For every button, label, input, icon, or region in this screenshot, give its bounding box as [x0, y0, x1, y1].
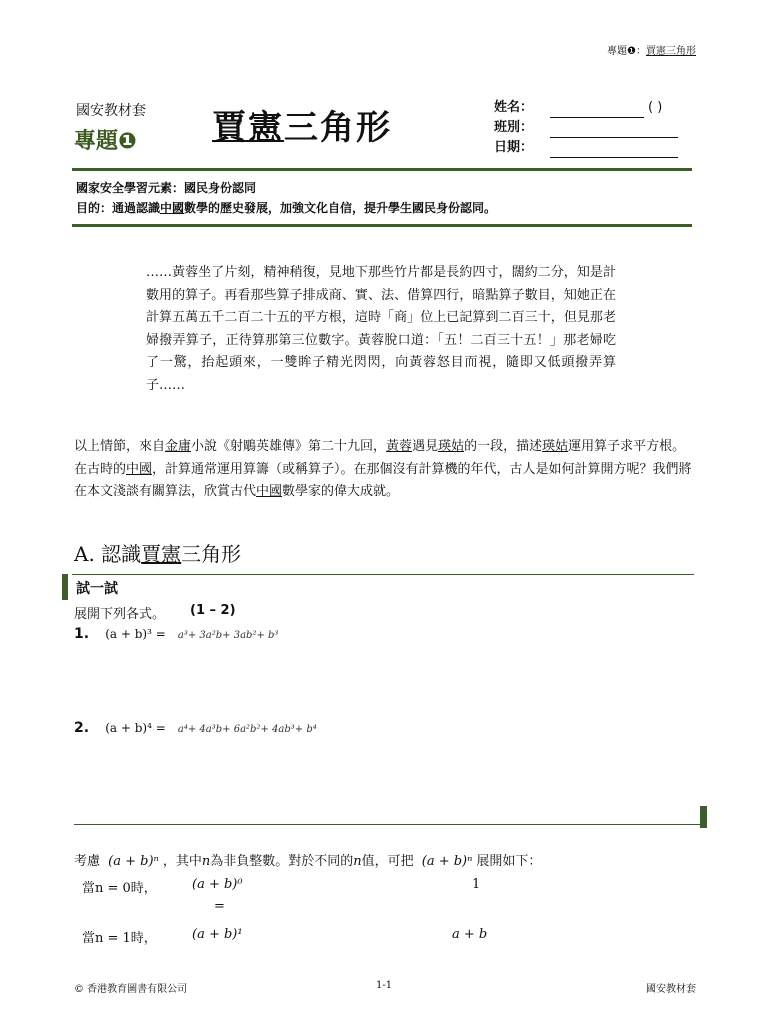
date-field[interactable]	[550, 143, 678, 158]
consider-paragraph: 考慮 (a + b)ⁿ ，其中n為非負整數。對於不同的n值，可把 (a + b)ⁿ 展開如下：	[74, 854, 542, 869]
title-rest: 三角形	[284, 108, 392, 148]
class-number-field[interactable]: ( )	[648, 100, 663, 115]
running-header-prefix: 專題❶：	[607, 46, 646, 57]
question-2-expression: (a + b)⁴ =	[105, 721, 166, 735]
question-2-answer[interactable]: a⁴+ 4a³b+ 6a²b²+ 4ab³+ b⁴	[177, 724, 317, 735]
intro-paragraph: 以上情節，來自金庸小說《射鵰英雄傳》第二十九回，黃蓉遇見瑛姑的一段，描述瑛姑運用算子求平方根。在古時的中國，計算通常運用算籌（或稱算子）。在那個沒有計算機的年代，古人是如何計算開方呢？我們將在本文淺談有關算法，欣賞古代中國數學家的偉大成就。	[74, 439, 692, 499]
expand-instruction: 展開下列各式。	[74, 607, 166, 622]
question-1-answer[interactable]: a³+ 3a²b+ 3ab²+ b³	[177, 630, 279, 641]
section-a-heading: A. 認識賈憲三角形	[74, 542, 242, 566]
series-label: 國安教材套	[76, 103, 146, 119]
case-n0-equals: =	[214, 899, 225, 914]
learning-goal	[76, 178, 496, 218]
title-underlined: 賈憲	[212, 108, 284, 148]
case-n1-when: 當n = 1時，	[82, 931, 157, 946]
try-it-rule	[72, 574, 694, 575]
question-1-number: 1.	[74, 626, 90, 642]
question-2	[74, 720, 317, 736]
name-label: 姓名：	[494, 100, 534, 115]
student-info-form	[494, 98, 678, 158]
goal-purpose: 目的：通過認識中國數學的歷史發展，加強文化自信，提升學生國民身份認同。	[76, 201, 497, 215]
question-1-expression: (a + b)³ =	[105, 627, 166, 641]
footer-copyright: © 香港教育圖書有限公司	[74, 984, 188, 995]
case-n0-result: 1	[472, 877, 481, 892]
goal-element: 國家安全學習元素：國民身份認同	[76, 181, 257, 195]
page-title	[212, 100, 392, 149]
novel-quote: ……黃蓉坐了片刻，精神稍復，見地下那些竹片都是長約四寸，闊約二分，知是計數用的算子。再看那些算子排成商、實、法、借算四行，暗點算子數目，知她正在計算五萬五千二百二十五的平方根，這時「商」位上已記算到二百三十，但見那老婦撥弄算子，正待算那第三位數字。黃蓉脫口道：「五！二百三十五！」那老婦吃了一驚，抬起頭來，一雙眸子精光閃閃，向黃蓉怒目而視，隨即又低頭撥弄算子……	[146, 265, 616, 393]
running-header	[607, 42, 696, 57]
date-label: 日期：	[494, 140, 534, 155]
case-n1-result: a + b	[452, 927, 488, 942]
case-n0-when: 當n = 0時，	[82, 881, 157, 896]
class-field[interactable]	[550, 123, 678, 138]
goal-divider	[72, 224, 692, 227]
footer-series: 國安教材套	[646, 984, 696, 995]
section-divider	[74, 824, 702, 825]
name-field[interactable]	[550, 103, 644, 118]
footer-page-number: 1-1	[376, 980, 393, 991]
question-1	[74, 626, 278, 642]
topic-label: 專題❶	[74, 129, 137, 154]
try-it-bar	[62, 574, 68, 600]
case-n0-expression: (a + b)⁰	[192, 877, 243, 892]
running-header-title: 賈憲三角形	[646, 46, 696, 57]
header-divider	[72, 168, 692, 171]
try-it-heading: 試一試	[76, 581, 118, 597]
question-2-number: 2.	[74, 720, 90, 736]
case-n1-expression: (a + b)¹	[192, 927, 243, 942]
class-label: 班別：	[494, 120, 534, 135]
question-range: (1 – 2)	[190, 603, 236, 618]
